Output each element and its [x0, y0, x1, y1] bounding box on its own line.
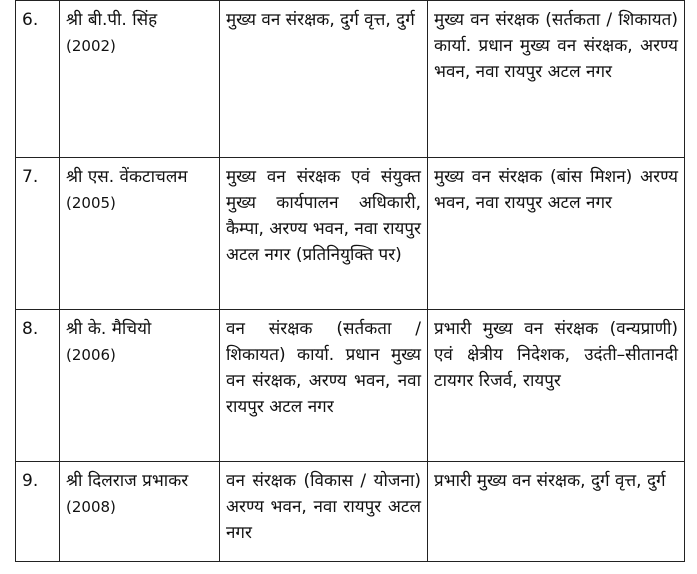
serial-number: 9. — [16, 462, 60, 562]
transfer-table — [15, 0, 685, 562]
current-posting: वन संरक्षक (विकास / योजना) अरण्य भवन, नवा रायपुर अटल नगर — [220, 462, 428, 562]
table-row — [16, 1, 685, 158]
new-posting: प्रभारी मुख्य वन संरक्षक, दुर्ग वृत्त, दुर्ग — [428, 462, 685, 562]
officer-name: श्री दिलराज प्रभाकर — [66, 471, 189, 491]
batch-year: (2005) — [66, 194, 116, 212]
table-row — [16, 310, 685, 462]
serial-number: 6. — [16, 1, 60, 158]
officer-name-cell — [60, 310, 220, 462]
current-posting: मुख्य वन संरक्षक, दुर्ग वृत्त, दुर्ग — [220, 1, 428, 158]
batch-year: (2006) — [66, 346, 116, 364]
batch-year: (2002) — [66, 37, 116, 55]
officer-name-cell — [60, 462, 220, 562]
new-posting: प्रभारी मुख्य वन संरक्षक (वन्यप्राणी) एवं क्षेत्रीय निदेशक, उदंती–सीतानदी टायगर रिजर्व, रायपुर — [428, 310, 685, 462]
officer-name-cell — [60, 1, 220, 158]
table-row — [16, 462, 685, 562]
officer-name: श्री एस. वेंकटाचलम — [66, 167, 188, 187]
serial-number: 7. — [16, 158, 60, 310]
serial-number: 8. — [16, 310, 60, 462]
officer-name: श्री के. मैचियो — [66, 319, 152, 339]
new-posting: मुख्य वन संरक्षक (बांस मिशन) अरण्य भवन, नवा रायपुर अटल नगर — [428, 158, 685, 310]
current-posting: मुख्य वन संरक्षक एवं संयुक्त मुख्य कार्यपालन अधिकारी, कैम्पा, अरण्य भवन, नवा रायपुर अटल नगर (प्रतिनियुक्ति पर) — [220, 158, 428, 310]
officer-name: श्री बी.पी. सिंह — [66, 10, 158, 30]
current-posting: वन संरक्षक (सर्तकता / शिकायत) कार्या. प्रधान मुख्य वन संरक्षक, अरण्य भवन, नवा रायपुर अटल नगर — [220, 310, 428, 462]
new-posting: मुख्य वन संरक्षक (सर्तकता / शिकायत) कार्या. प्रधान मुख्य वन संरक्षक, अरण्य भवन, नवा रायपुर अटल नगर — [428, 1, 685, 158]
table-row — [16, 158, 685, 310]
batch-year: (2008) — [66, 498, 116, 516]
officer-name-cell — [60, 158, 220, 310]
